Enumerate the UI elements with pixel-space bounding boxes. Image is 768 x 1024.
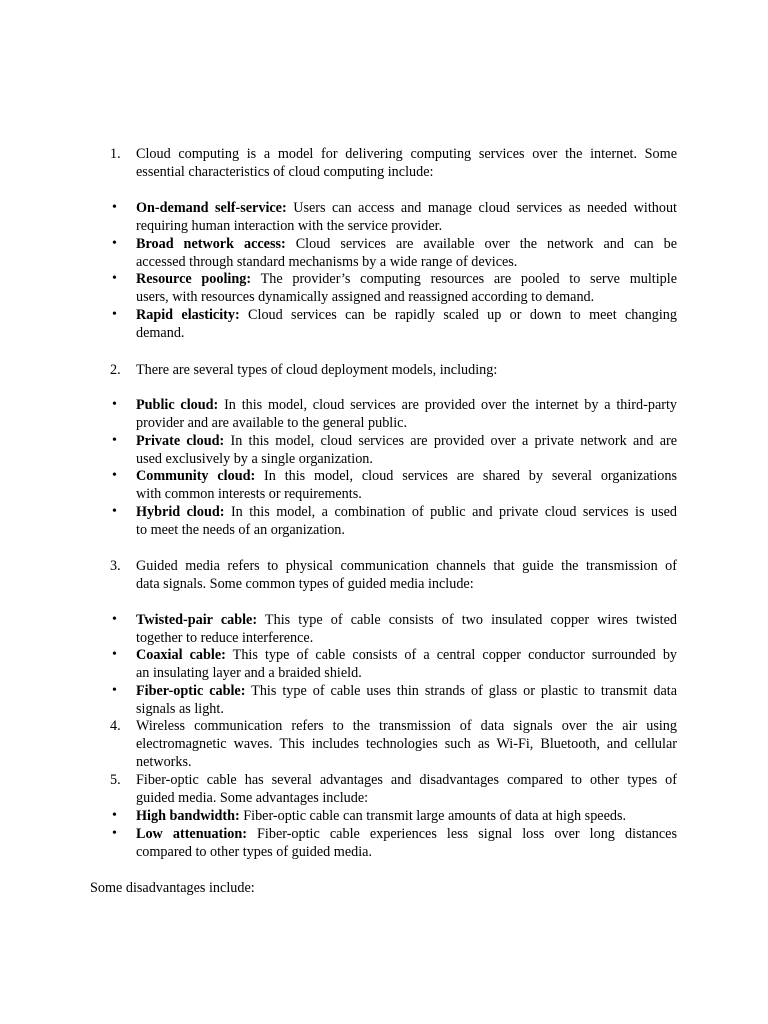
bullet-item: • Fiber-optic cable: This type of cable uses thin strands of glass or plastic to transmit data signals as light. [110, 682, 677, 718]
bullet-term: On-demand self-service: [136, 200, 287, 216]
bullet-icon [110, 467, 135, 485]
bullet-term: Fiber-optic cable: [136, 683, 246, 699]
paragraph-line: data signals. Some common types of guided media include: [136, 576, 474, 592]
item-number: 3. [110, 558, 121, 574]
item-number: 1. [110, 146, 121, 162]
bullet-item: • Resource pooling: The provider’s computing resources are pooled to serve multiple users, with resources dynamically assigned and reassigned according to demand. [110, 270, 677, 306]
bullet-term: Rapid elasticity: [136, 307, 240, 323]
bullet-icon [110, 503, 135, 521]
bullet-description: to meet the needs of an organization. [136, 522, 345, 538]
paragraph-line: Guided media refers to physical communication channels that guide the transmission of [136, 558, 677, 574]
bullet-description: demand. [136, 325, 185, 341]
bullet-icon [110, 825, 135, 843]
bullet-item: • Public cloud: In this model, cloud services are provided over the internet by a third-party provider and are available to the general public. [110, 396, 677, 432]
paragraph-line: networks. [136, 754, 192, 770]
item-number: 4. [110, 718, 121, 734]
bullet-item: • Coaxial cable: This type of cable consists of a central copper conductor surrounded by an insulating layer and a braided shield. [110, 646, 677, 682]
bullet-icon [110, 396, 135, 414]
bullet-item: • High bandwidth: Fiber-optic cable can transmit large amounts of data at high speeds. [110, 807, 677, 825]
bullet-description: users, with resources dynamically assigned and reassigned according to demand. [136, 289, 595, 305]
bullet-term: Coaxial cable: [136, 647, 226, 663]
bullet-item: • On-demand self-service: Users can access and manage cloud services as needed without requiring human interaction with the service provider. [110, 199, 677, 235]
bullet-description: compared to other types of guided media. [136, 844, 372, 860]
numbered-item-5 [110, 771, 677, 807]
bullet-icon [110, 807, 135, 825]
bullet-icon [110, 235, 135, 253]
paragraph-line: guided media. Some advantages include: [136, 790, 369, 806]
bullet-term: Hybrid cloud: [136, 504, 225, 520]
bullet-icon [110, 682, 135, 700]
bullet-term: Broad network access: [136, 236, 286, 252]
paragraph-line: There are several types of cloud deployment models, including: [136, 362, 498, 378]
numbered-item-2 [110, 361, 677, 379]
closing-text: Some disadvantages include: [90, 880, 255, 896]
numbered-item-1 [110, 145, 677, 181]
bullet-icon [110, 646, 135, 664]
bullet-item: • Twisted-pair cable: This type of cable consists of two insulated copper wires twisted together to reduce interference. [110, 611, 677, 647]
bullet-description: with common interests or requirements. [136, 486, 362, 502]
bullet-item: • Private cloud: In this model, cloud services are provided over a private network and are used exclusively by a single organization. [110, 432, 677, 468]
bullet-description: used exclusively by a single organization. [136, 451, 373, 467]
paragraph-line: Wireless communication refers to the transmission of data signals over the air using [136, 718, 677, 734]
bullet-term: Low attenuation: [136, 826, 247, 842]
paragraph-line: essential characteristics of cloud computing include: [136, 164, 434, 180]
bullet-term: Community cloud: [136, 468, 256, 484]
paragraph-line: Fiber-optic cable has several advantages and disadvantages compared to other types of [136, 772, 677, 788]
bullet-term: Resource pooling: [136, 271, 252, 287]
paragraph-line: Cloud computing is a model for delivering computing services over the internet. Some [136, 146, 677, 162]
bullet-item: • Rapid elasticity: Cloud services can be rapidly scaled up or down to meet changing demand. [110, 306, 677, 342]
bullet-description: signals as light. [136, 701, 224, 717]
bullet-description: together to reduce interference. [136, 630, 314, 646]
bullet-item: • Community cloud: In this model, cloud services are shared by several organizations with common interests or requirements. [110, 467, 677, 503]
paragraph-line: electromagnetic waves. This includes technologies such as Wi-Fi, Bluetooth, and cellular [136, 736, 677, 752]
bullet-icon [110, 270, 135, 288]
bullet-description: requiring human interaction with the service provider. [136, 218, 443, 234]
bullet-icon [110, 432, 135, 450]
bullet-item: • Hybrid cloud: In this model, a combination of public and private cloud services is used to meet the needs of an organization. [110, 503, 677, 539]
bullet-item: • Broad network access: Cloud services are available over the network and can be accessed through standard mechanisms by a wide range of devices. [110, 235, 677, 271]
bullet-icon [110, 306, 135, 324]
bullet-description: an insulating layer and a braided shield. [136, 665, 362, 681]
bullet-term: High bandwidth: [136, 808, 240, 824]
bullet-term: Private cloud: [136, 433, 225, 449]
bullet-icon [110, 199, 135, 217]
bullet-item: • Low attenuation: Fiber-optic cable experiences less signal loss over long distances compared to other types of guided media. [110, 825, 677, 861]
bullet-term: Twisted-pair cable: [136, 612, 258, 628]
item-number: 5. [110, 772, 121, 788]
bullet-term: Public cloud: [136, 397, 219, 413]
numbered-item-3 [110, 557, 677, 593]
bullet-description: provider and are available to the general public. [136, 415, 408, 431]
item-number: 2. [110, 362, 121, 378]
bullet-description: accessed through standard mechanisms by a wide range of devices. [136, 254, 518, 270]
numbered-item-4 [110, 717, 677, 771]
bullet-icon [110, 611, 135, 629]
